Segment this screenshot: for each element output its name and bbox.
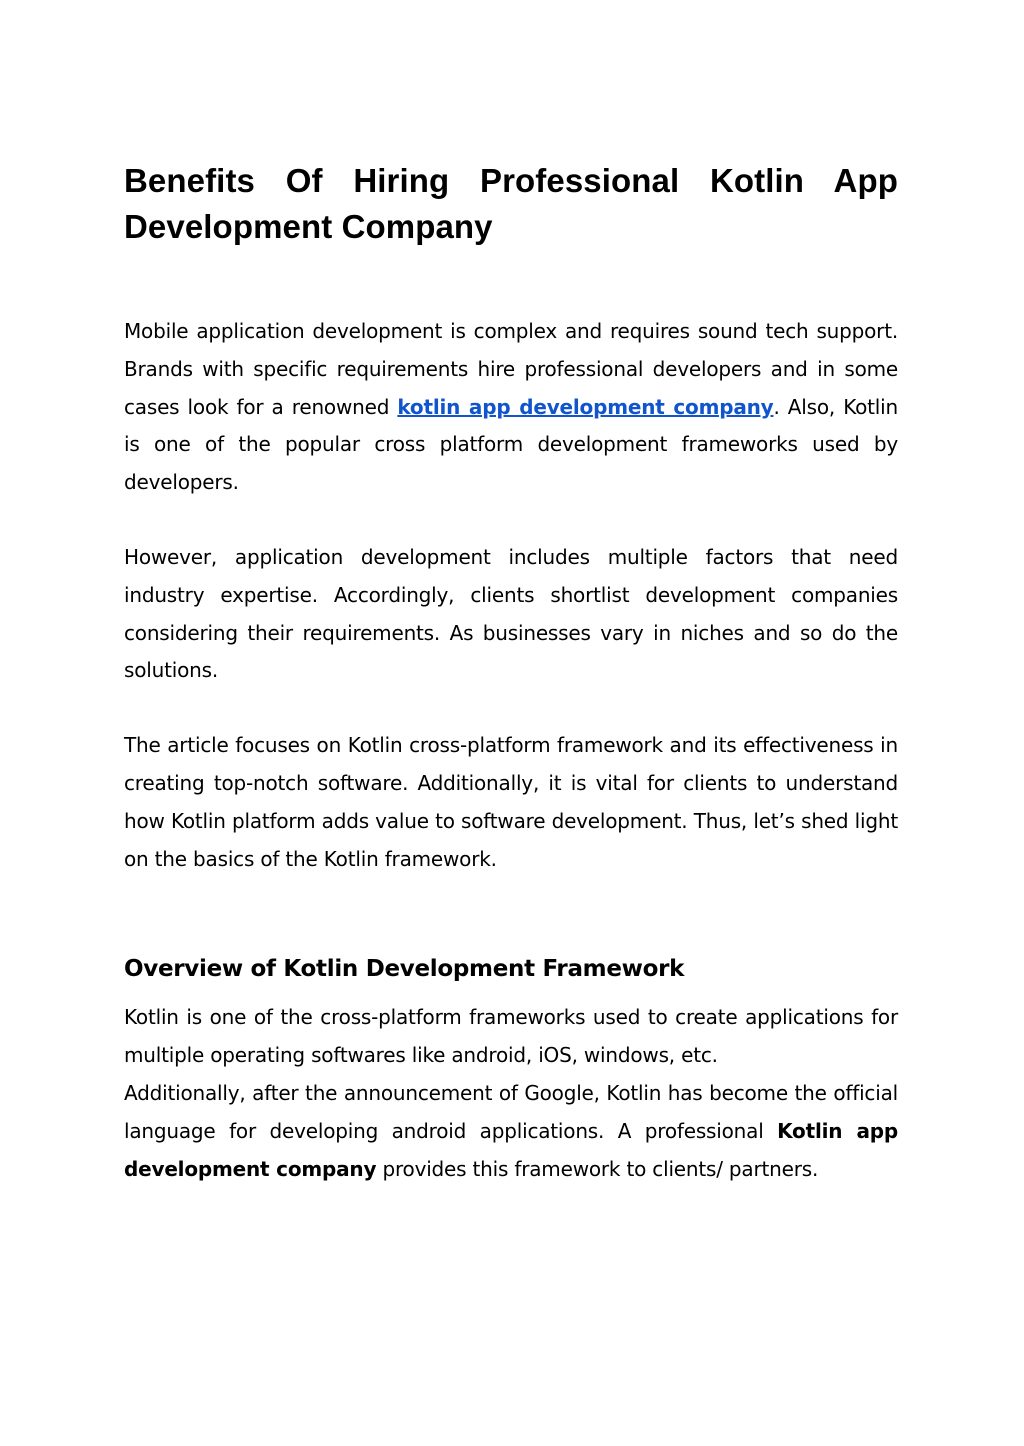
kotlin-app-development-company-link[interactable]: kotlin app development company: [397, 394, 774, 419]
section-heading-overview: Overview of Kotlin Development Framework: [124, 956, 685, 983]
google-text-end: provides this framework to clients/ partners.: [376, 1156, 819, 1181]
document-title: Benefits Of Hiring Professional Kotlin App Development Company: [124, 162, 898, 245]
kotlin-company-bold-text: Kotlin app development company: [124, 1118, 898, 1181]
paragraph-application-development: However, application development includes multiple factors that need industry expertise. Accordingly, clients shortlist development companies considering their requirements. As businesses vary in niches and so do the solutions.: [124, 544, 898, 683]
paragraph-article-focus: The article focuses on Kotlin cross-platform framework and its effectiveness in creating top-notch software. Additionally, it is vital for clients to understand how Kotlin platform adds value to software development. Thus, let’s shed light on the basics of the Kotlin framework.: [124, 733, 898, 871]
paragraph-google-announcement: [124, 1075, 898, 1188]
google-text-start: Additionally, after the announcement of Google, Kotlin has become the official language for developing android applications. A professional: [124, 1080, 898, 1143]
document-page: [124, 150, 898, 1188]
intro-text-end: . Also, Kotlin is one of the popular cross platform development frameworks used by developers.: [124, 394, 898, 495]
paragraph-kotlin-overview: Kotlin is one of the cross-platform frameworks used to create applications for multiple operating softwares like android, iOS, windows, etc.: [124, 1005, 898, 1068]
intro-text-start: Mobile application development is complex and requires sound tech support. Brands with specific requirements hire professional developers and in some cases look for a renowned: [124, 319, 898, 419]
intro-paragraph: [124, 313, 898, 502]
